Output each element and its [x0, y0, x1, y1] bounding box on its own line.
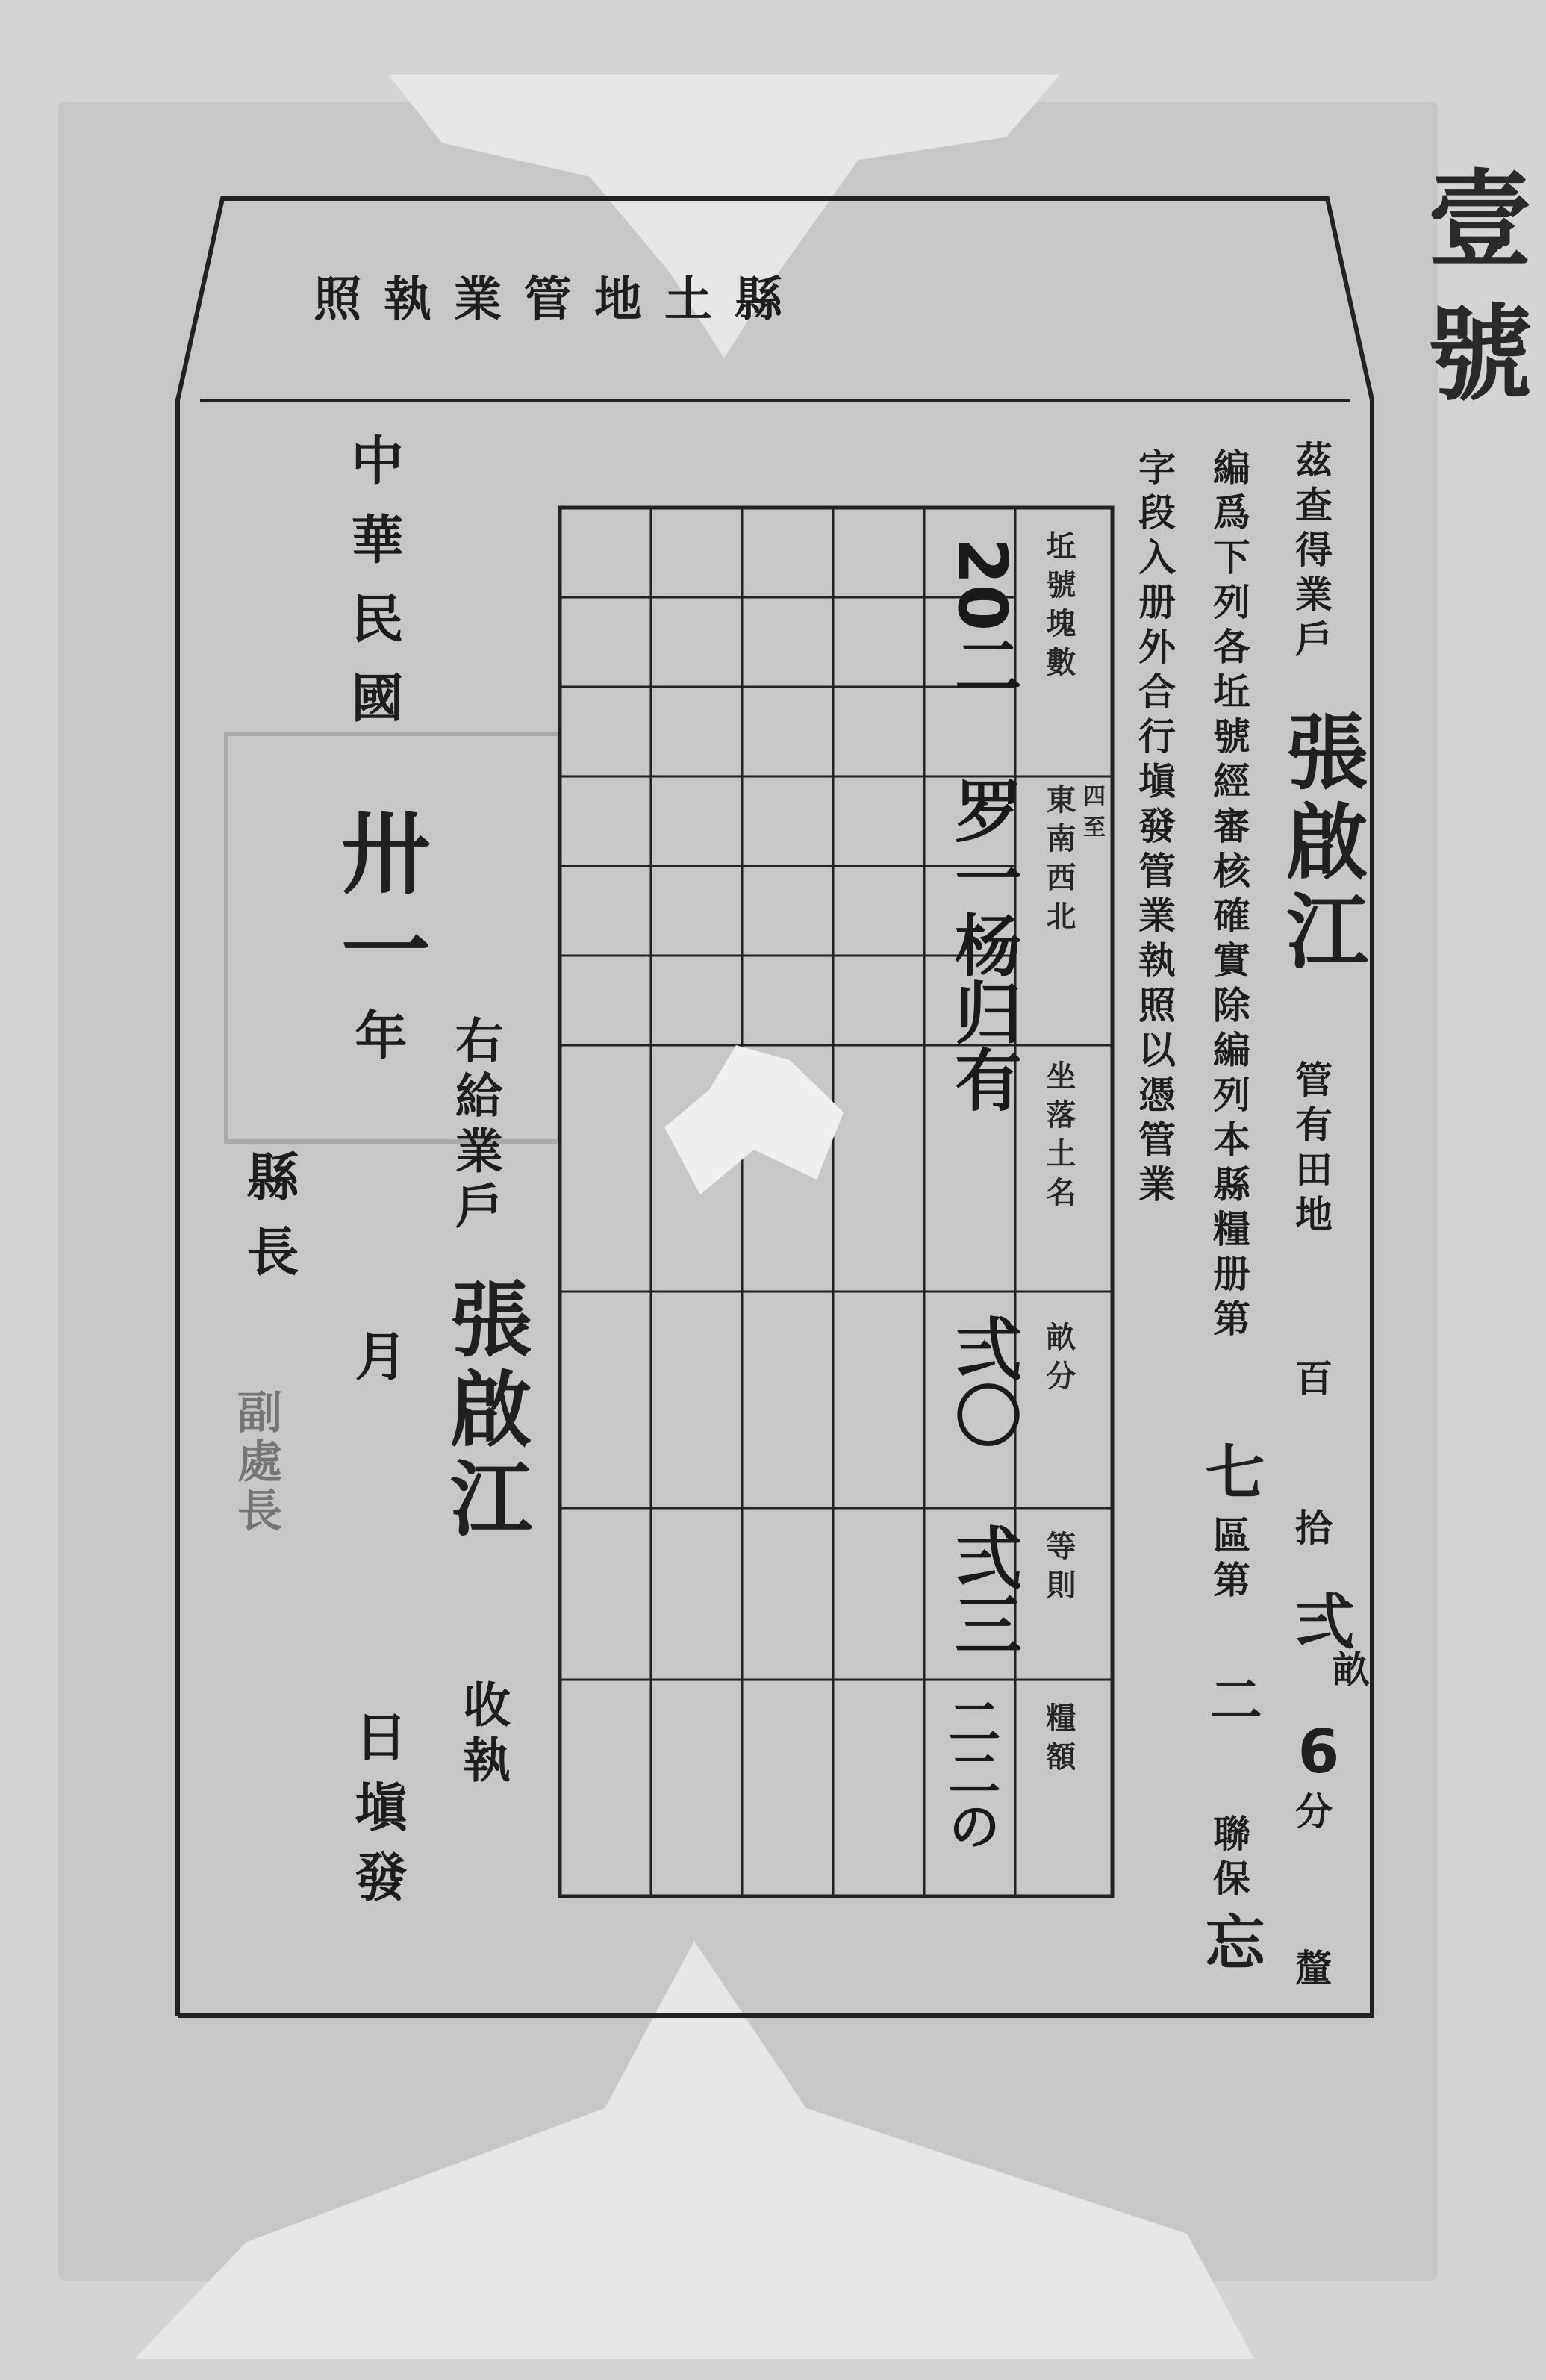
recipient-suffix: 收執 [455, 1680, 511, 1790]
district-num: 七 [1195, 1441, 1265, 1508]
date-prefix: 中華民國 [343, 433, 405, 750]
cell-boundaries: 罗一杨归有 [943, 776, 1021, 1112]
section-num: 二 [1201, 1672, 1262, 1732]
header-boundaries: 東南西北 [1041, 784, 1076, 939]
fen-label: 分 [1289, 1792, 1333, 1837]
cell-plot-no: 20二 [943, 538, 1021, 699]
plot-table [560, 508, 1112, 1899]
guarantee-label: 聯保 [1207, 1814, 1251, 1904]
hundred-label: 百 [1289, 1359, 1333, 1404]
header-tax: 糧額 [1041, 1702, 1076, 1780]
cell-area: 弍〇 [943, 1314, 1021, 1448]
fen-value: 6 [1284, 1717, 1353, 1794]
guarantee-value: 忘 [1195, 1911, 1265, 1978]
header-grade: 等則 [1041, 1530, 1076, 1608]
mu-value: 弍 [1285, 1590, 1354, 1657]
intro-line-3: 字段入册外合行塡發管業執照以憑管業 [1132, 448, 1176, 1209]
mu-label: 畝 [1327, 1650, 1371, 1695]
month-label: 月 [346, 1329, 408, 1389]
recipient-prefix: 右給業戶 [447, 1015, 503, 1236]
page-title: 縣土地管業執照 [314, 272, 805, 328]
header-location: 坐落土名 [1041, 1060, 1076, 1215]
cell-tax: 二二の [940, 1695, 1001, 1851]
cell-grade: 弍三 [943, 1523, 1021, 1657]
magistrate-label: 縣長 [238, 1150, 300, 1299]
year-label: 年 [346, 1008, 408, 1068]
header-boundary-col: 四至 [1079, 784, 1105, 847]
ten-label: 拾 [1289, 1508, 1333, 1553]
intro-suffix: 管有田地 [1289, 1060, 1333, 1239]
intro-prefix: 茲查得業戶 [1289, 440, 1333, 664]
day-label: 日塡發 [346, 1710, 408, 1920]
official-stamp: 副處長 [230, 1389, 282, 1536]
intro-line-2: 編爲下列各坵號經審核確實除編列本縣糧册第 [1207, 448, 1251, 1344]
recipient-name: 張啟江 [437, 1277, 532, 1545]
header-plot-no: 坵號塊數 [1041, 530, 1076, 685]
margin-handwriting: 壹號 [1410, 164, 1532, 433]
li-label: 釐 [1289, 1948, 1333, 1993]
year-value: 卅一 [326, 806, 430, 1000]
owner-name: 張啟江 [1273, 709, 1368, 978]
district-label: 區第 [1207, 1515, 1251, 1605]
header-area: 畝分 [1041, 1321, 1076, 1399]
